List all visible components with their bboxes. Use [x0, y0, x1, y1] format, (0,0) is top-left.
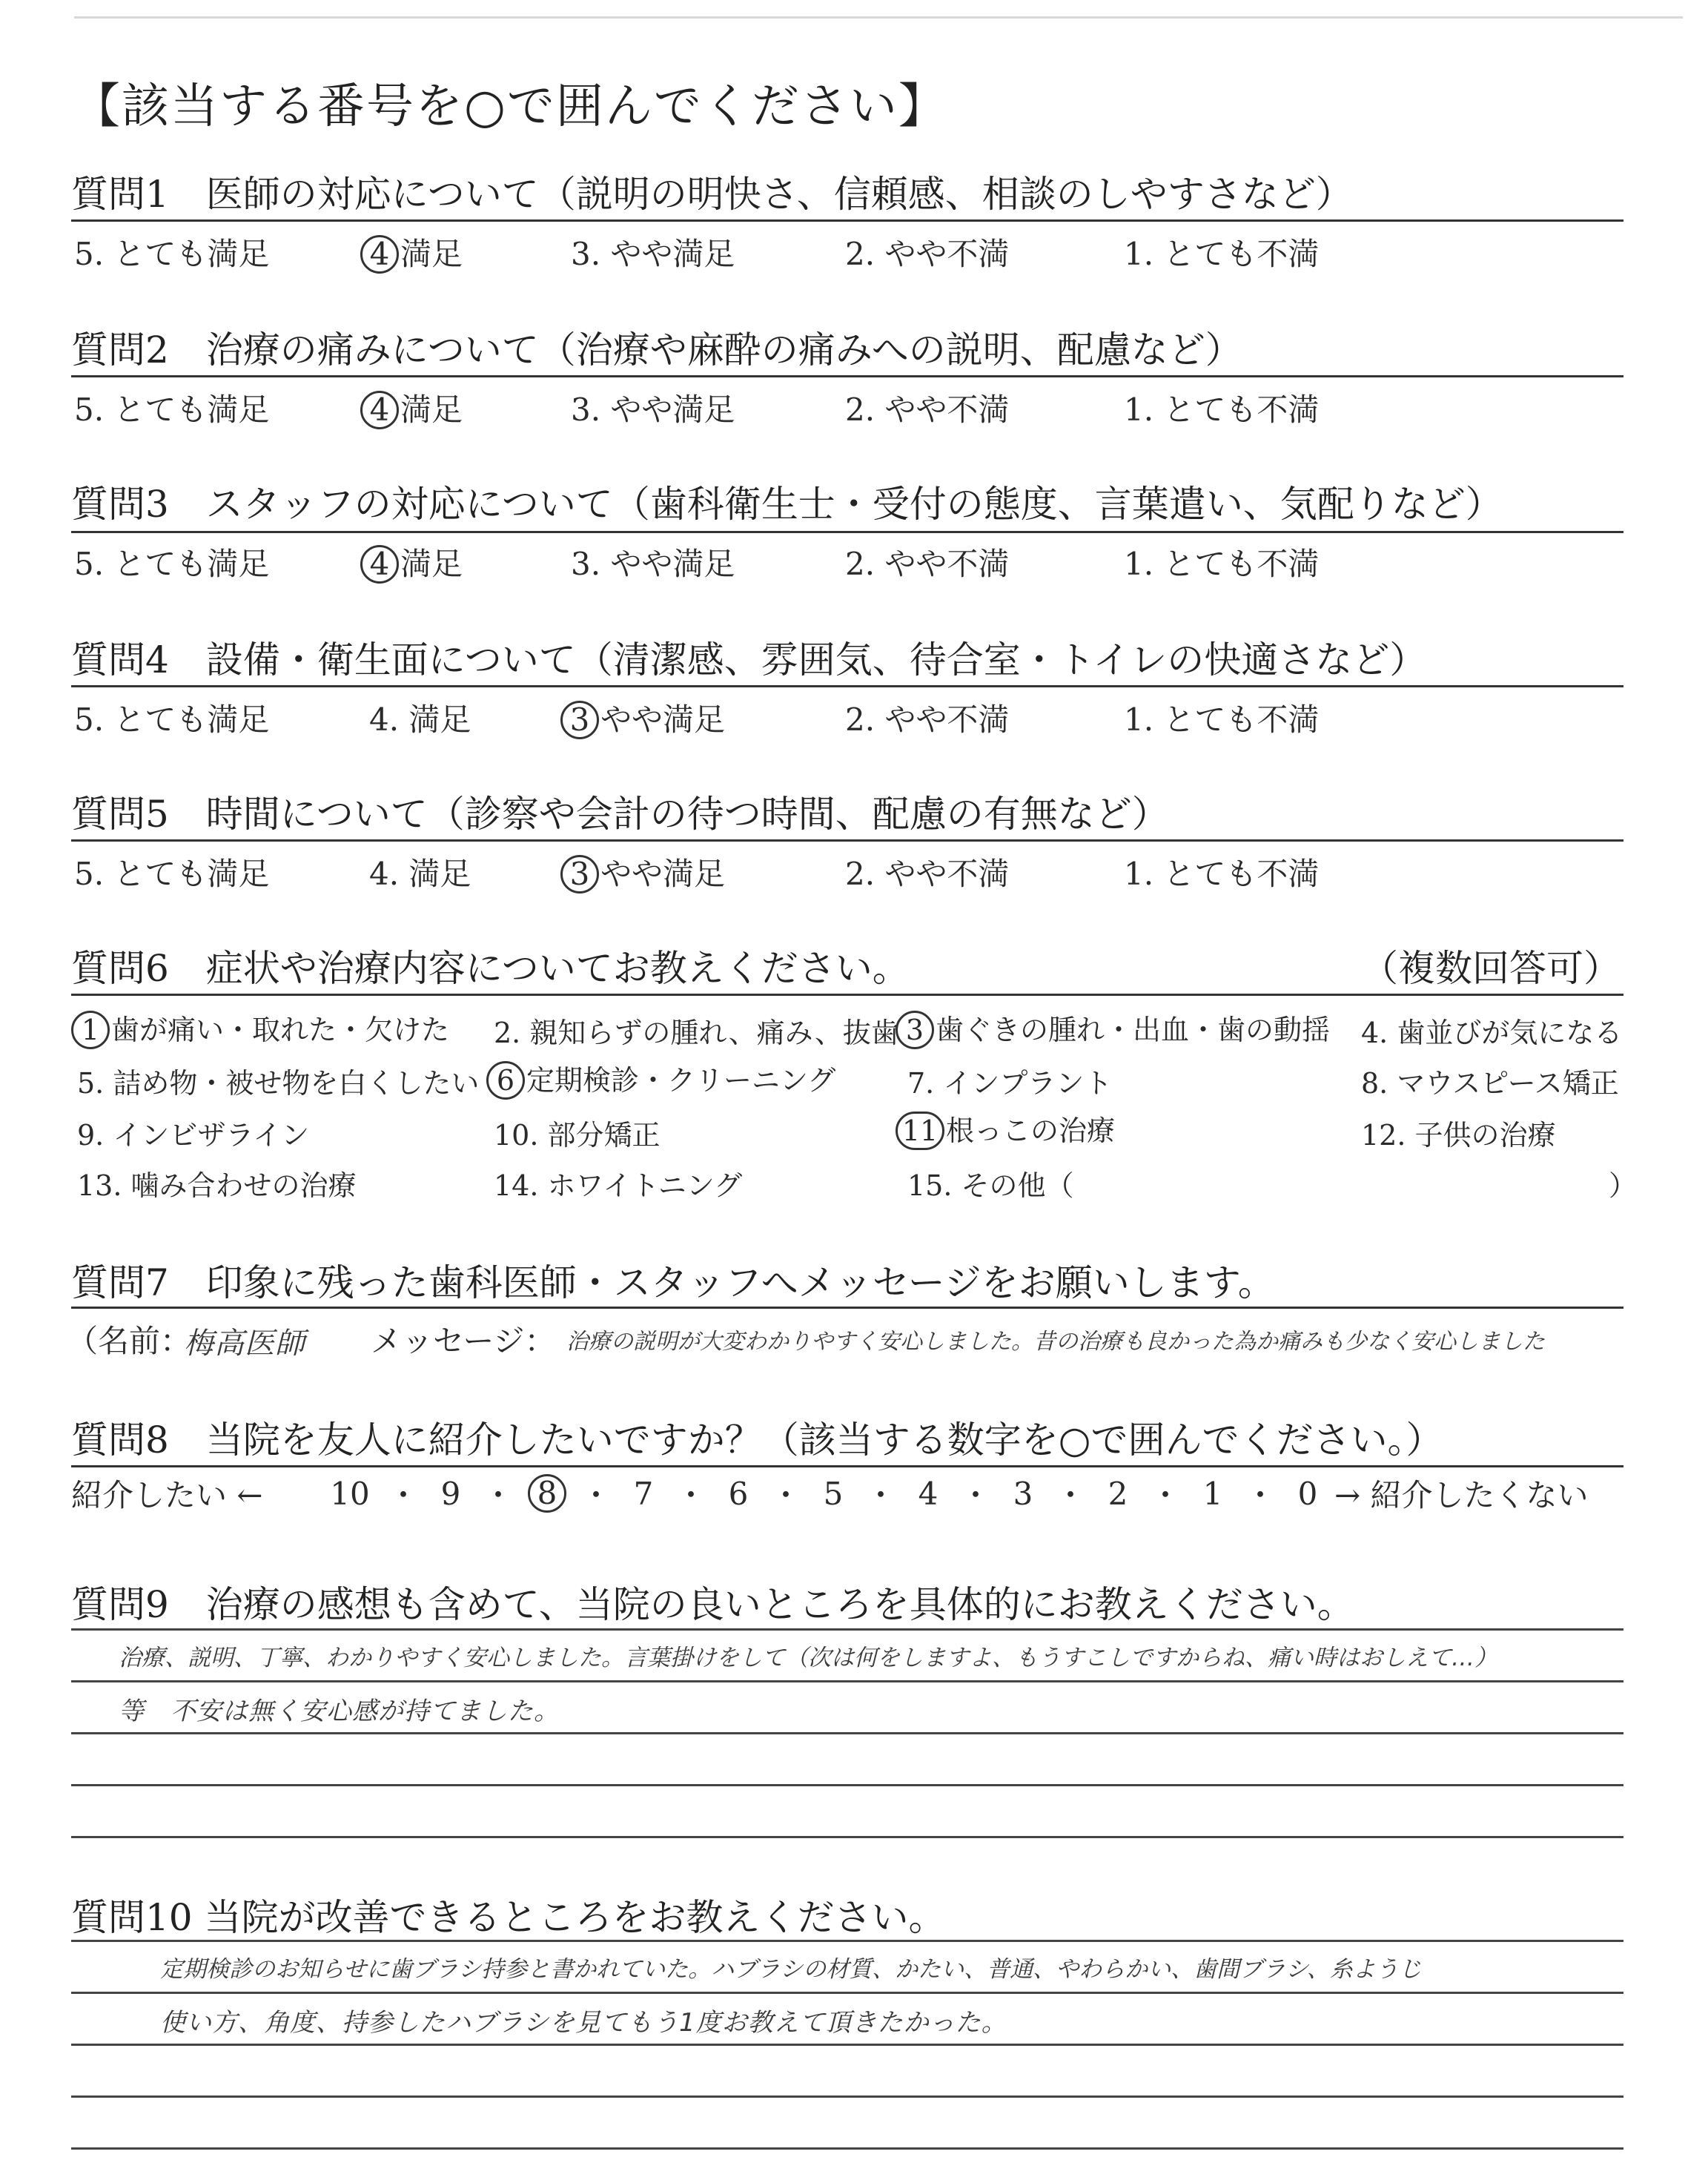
scale-separator: ・	[1054, 1477, 1086, 1513]
question-2-title: 質問2 治療の痛みについて（治療や麻酔の痛みへの説明、配慮など）	[71, 328, 1242, 371]
q6-item-5[interactable]: 5. 詰め物・被せ物を白くしたい	[77, 1067, 480, 1100]
q10-line-0	[71, 1940, 1623, 1942]
q9-line-3	[71, 1784, 1623, 1786]
q9-line-4	[71, 1836, 1623, 1838]
q1-option-5[interactable]: 5. とても満足	[74, 236, 270, 272]
q6-item-1-selected[interactable]: 1 歯が痛い・取れた・欠けた	[71, 1007, 449, 1049]
q9-line-1	[71, 1680, 1623, 1682]
q6-item-11-selected[interactable]: 11 根っこの治療	[896, 1108, 1115, 1150]
q4-option-3-selected[interactable]: 3 やや満足	[560, 696, 725, 740]
q8-scale-8-selected[interactable]: 8	[528, 1474, 566, 1513]
selection-circle-icon: 4	[360, 545, 399, 584]
selection-circle-icon: 4	[360, 391, 399, 429]
q10-line-1	[71, 1992, 1623, 1994]
q9-answer-line-1[interactable]: 治療、説明、丁寧、わかりやすく安心しました。言葉掛けをして（次は何をしますよ、もうすこしですからね、痛い時はおしえて…）	[119, 1645, 1497, 1671]
q8-right-label: → 紹介したくない	[1334, 1477, 1589, 1513]
q8-scale-6[interactable]: 6	[728, 1475, 749, 1512]
scale-separator: ・	[675, 1477, 706, 1513]
q6-item-2[interactable]: 2. 親知らずの腫れ、痛み、抜歯	[494, 1017, 899, 1049]
q3-option-3[interactable]: 3. やや満足	[571, 546, 735, 582]
scale-separator: ・	[1244, 1477, 1276, 1513]
question-7-title: 質問7 印象に残った歯科医師・スタッフへメッセージをお願いします。	[71, 1261, 1275, 1304]
question-7-rule	[71, 1307, 1623, 1309]
q2-option-1[interactable]: 1. とても不満	[1124, 392, 1320, 428]
selection-circle-icon: 1	[71, 1011, 110, 1049]
q8-scale-3[interactable]: 3	[1013, 1475, 1033, 1512]
q8-left-label: 紹介したい ←	[71, 1477, 263, 1513]
q6-item-15-other[interactable]: 15. その他（	[907, 1169, 1074, 1202]
q6-item-4[interactable]: 4. 歯並びが気になる	[1361, 1017, 1623, 1049]
q2-option-2[interactable]: 2. やや不満	[845, 392, 1010, 428]
question-5-rule	[71, 839, 1623, 842]
q8-scale-10[interactable]: 10	[330, 1475, 370, 1512]
q6-item-15-close-paren: ）	[1609, 1169, 1638, 1202]
question-3-rule	[71, 531, 1623, 533]
q10-line-2	[71, 2044, 1623, 2046]
q6-item-9[interactable]: 9. インビザライン	[77, 1119, 310, 1152]
scale-separator: ・	[769, 1477, 801, 1513]
q8-scale-1[interactable]: 1	[1202, 1475, 1223, 1512]
scale-separator: ・	[864, 1477, 896, 1513]
question-8-title: 質問8 当院を友人に紹介したいですか？（該当する数字を○で囲んでください。）	[71, 1418, 1443, 1462]
q8-scale-7[interactable]: 7	[633, 1475, 654, 1512]
q4-option-4[interactable]: 4. 満足	[369, 701, 471, 738]
q8-scale-5[interactable]: 5	[823, 1475, 844, 1512]
question-2-rule	[71, 375, 1623, 377]
scale-separator: ・	[387, 1477, 419, 1513]
q2-option-3[interactable]: 3. やや満足	[571, 392, 735, 428]
question-6-rule	[71, 994, 1623, 996]
top-border	[74, 16, 1683, 19]
q8-scale-4[interactable]: 4	[918, 1475, 939, 1512]
question-3-title: 質問3 スタッフの対応について（歯科衛生士・受付の態度、言葉遣い、気配りなど）	[71, 483, 1503, 526]
q6-item-6-selected[interactable]: 6 定期検診・クリーニング	[486, 1057, 835, 1100]
q7-message-value[interactable]: 治療の説明が大変わかりやすく安心しました。昔の治療も良かった為か痛みも少なく安心しました	[566, 1329, 1545, 1355]
q8-scale	[326, 1471, 1325, 1516]
question-10-title: 質問10 当院が改善できるところをお教えください。	[71, 1896, 946, 1939]
q3-option-4-selected[interactable]: 4 満足	[360, 540, 463, 584]
selection-circle-icon: 6	[486, 1061, 525, 1100]
q5-option-5[interactable]: 5. とても満足	[74, 856, 270, 892]
q4-option-2[interactable]: 2. やや不満	[845, 701, 1010, 738]
q6-item-3-selected[interactable]: 3 歯ぐきの腫れ・出血・歯の動揺	[896, 1007, 1330, 1049]
q10-line-3	[71, 2095, 1623, 2098]
scale-separator: ・	[482, 1477, 514, 1513]
selection-circle-icon: 11	[896, 1112, 944, 1150]
q3-option-1[interactable]: 1. とても不満	[1124, 546, 1320, 582]
q6-item-8[interactable]: 8. マウスピース矯正	[1361, 1067, 1619, 1100]
q5-option-1[interactable]: 1. とても不満	[1124, 856, 1320, 892]
q5-option-3-selected[interactable]: 3 やや満足	[560, 850, 725, 894]
q2-option-4-selected[interactable]: 4 満足	[360, 386, 463, 430]
page-heading: 【該当する番号を○で囲んでください】	[73, 79, 947, 134]
q4-option-1[interactable]: 1. とても不満	[1124, 701, 1320, 738]
selection-circle-icon: 3	[560, 701, 599, 739]
question-4-rule	[71, 685, 1623, 687]
q10-answer-line-2[interactable]: 使い方、角度、持参したハブラシを見てもう1度お教えて頂きたかった。	[160, 2008, 1007, 2038]
question-8-rule	[71, 1465, 1623, 1467]
question-9-title: 質問9 治療の感想も含めて、当院の良いところを具体的にお教えください。	[71, 1583, 1354, 1626]
question-5-title: 質問5 時間について（診察や会計の待つ時間、配慮の有無など）	[71, 793, 1169, 836]
q4-option-5[interactable]: 5. とても満足	[74, 701, 270, 738]
q6-item-7[interactable]: 7. インプラント	[907, 1067, 1113, 1100]
selection-circle-icon: 4	[360, 235, 399, 274]
q6-item-10[interactable]: 10. 部分矯正	[494, 1119, 661, 1152]
question-1-rule	[71, 219, 1623, 222]
q6-item-13[interactable]: 13. 噛み合わせの治療	[77, 1169, 357, 1202]
q8-scale-0[interactable]: 0	[1297, 1475, 1318, 1512]
q9-line-2	[71, 1732, 1623, 1734]
q1-option-4-selected[interactable]: 4 満足	[360, 230, 463, 274]
q9-answer-line-2[interactable]: 等 不安は無く安心感が持てました。	[119, 1697, 560, 1726]
question-4-title: 質問4 設備・衛生面について（清潔感、雰囲気、待合室・トイレの快適さなど）	[71, 638, 1427, 681]
q1-option-2[interactable]: 2. やや不満	[845, 236, 1010, 272]
selection-circle-icon: 3	[896, 1011, 934, 1049]
q3-option-5[interactable]: 5. とても満足	[74, 546, 270, 582]
q6-item-14[interactable]: 14. ホワイトニング	[494, 1169, 743, 1202]
q1-option-3[interactable]: 3. やや満足	[571, 236, 735, 272]
scale-separator: ・	[580, 1477, 612, 1513]
q10-line-4	[71, 2147, 1623, 2150]
q7-message-label: メッセージ：	[371, 1323, 556, 1359]
q1-option-1[interactable]: 1. とても不満	[1124, 236, 1320, 272]
scale-separator: ・	[1149, 1477, 1181, 1513]
question-1-title: 質問1 医師の対応について（説明の明快さ、信頼感、相談のしやすさなど）	[71, 173, 1353, 216]
question-6-title: 質問6 症状や治療内容についてお教えください。	[71, 947, 910, 990]
q2-option-5[interactable]: 5. とても満足	[74, 392, 270, 428]
scale-separator: ・	[959, 1477, 991, 1513]
q9-line-0	[71, 1628, 1623, 1631]
q7-name-value[interactable]: 梅高医師	[184, 1327, 305, 1361]
q7-name-label: （名前：	[67, 1323, 192, 1359]
q5-option-4[interactable]: 4. 満足	[369, 856, 471, 892]
q8-scale-9[interactable]: 9	[440, 1475, 461, 1512]
q10-answer-line-1[interactable]: 定期検診のお知らせに歯ブラシ持参と書かれていた。ハブラシの材質、かたい、普通、やわらかい、歯間ブラシ、糸ようじ	[160, 1956, 1422, 1983]
question-6-note: （複数回答可）	[1361, 947, 1621, 990]
selection-circle-icon: 3	[560, 855, 599, 894]
q3-option-2[interactable]: 2. やや不満	[845, 546, 1010, 582]
q8-scale-2[interactable]: 2	[1108, 1475, 1128, 1512]
q6-item-12[interactable]: 12. 子供の治療	[1361, 1119, 1556, 1152]
q5-option-2[interactable]: 2. やや不満	[845, 856, 1010, 892]
